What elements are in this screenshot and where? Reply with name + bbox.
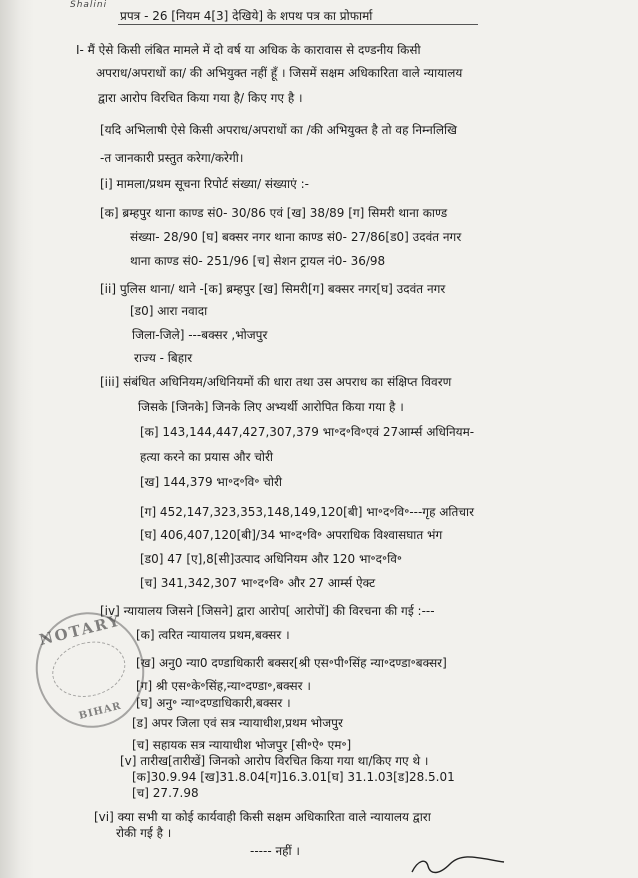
text-line: [ड0] 47 [ए],8[सी]उत्पाद अधिनियम और 120 भा॰द॰वि॰ (140, 552, 403, 566)
text-line: [ख] अनु0 न्या0 दण्डाधिकारी बक्सर[श्री एस॰पी॰सिंह न्या॰दण्डा॰बक्सर] (136, 656, 447, 670)
text-line: [च] 341,342,307 भा॰द॰वि॰ और 27 आर्म्स ऐक्ट (140, 576, 376, 590)
text-line: रोकी गई है । (116, 826, 172, 840)
header-underline (118, 24, 478, 25)
section-heading: [ii] पुलिस थाना/ थाने -[क] ब्रम्हपुर [ख] सिमरी[ग] बक्सर नगर[घ] उदवंत नगर (100, 282, 446, 296)
text-line: जिला-जिले] ---बक्सर ,भोजपुर (132, 328, 268, 342)
text-line: [च] सहायक सत्र न्यायाधीश भोजपुर [सी॰ऐ॰ एम॰] (132, 738, 352, 752)
text-line: [ख] 144,379 भा॰द॰वि॰ चोरी (140, 475, 283, 489)
text-line: [ड0] आरा नवादा (130, 304, 208, 318)
text-line: हत्या करने का प्रयास और चोरी (140, 450, 274, 464)
stamp-bottom-text: BIHAR (77, 700, 123, 722)
margin-note: Shalini (70, 0, 108, 10)
text-line: द्वारा आरोप विरचित किया गया है/ किए गए है । (98, 91, 303, 105)
text-line: [घ] अनु॰ न्या॰दण्डाधिकारी,बक्सर । (136, 696, 291, 710)
text-line: [क] 143,144,447,427,307,379 भा॰द॰वि॰एवं 27आर्म्स अधिनियम- (140, 425, 475, 439)
signature-mark (408, 852, 508, 878)
text-line: [घ] 406,407,120[बी]/34 भा॰द॰वि॰ अपराधिक विश्वासघात भंग (140, 528, 443, 542)
section-heading: [v] तारीख[तारीखें] जिनको आरोप विरचित किया गया था/किए गए थे । (120, 754, 429, 768)
text-line: थाना काण्ड सं0- 251/96 [च] सेशन ट्रायल नं0- 36/98 (130, 254, 386, 268)
text-line: [क]30.9.94 [ख]31.8.04[ग]16.3.01[घ] 31.1.03[ड]28.5.01 (132, 770, 455, 784)
text-line: [ग] श्री एस॰के॰सिंह,न्या॰दण्डा॰,बक्सर । (136, 679, 311, 693)
section-heading: [iv] न्यायालय जिसने [जिसने] द्वारा आरोप[ आरोपों] की विरचना की गई :--- (100, 604, 435, 618)
text-line: [क] त्वरित न्यायालय प्रथम,बक्सर । (136, 628, 290, 642)
answer-text: ----- नहीं । (250, 844, 300, 858)
text-line: [यदि अभिलाषी ऐसे किसी अपराध/अपराधों का /की अभियुक्त है तो वह निम्नलिखि (100, 123, 457, 137)
text-line: संख्या- 28/90 [घ] बक्सर नगर थाना काण्ड सं0- 27/86[ड0] उदवंत नगर (130, 230, 462, 244)
text-line: अपराध/अपराधों का/ की अभियुक्त नहीं हूँ । जिसमें सक्षम अधिकारिता वाले न्यायालय (96, 66, 463, 80)
section-heading: [iii] संबंधित अधिनियम/अधिनियमों की धारा तथा उस अपराध का संक्षिप्त विवरण (100, 375, 452, 389)
binding-edge (0, 0, 34, 878)
stamp-top-text: NOTARY (37, 611, 123, 650)
text-line: I- मैं ऐसे किसी लंबित मामले में दो वर्ष या अधिक के कारावास से दण्डनीय किसी (76, 43, 421, 57)
page-header: प्रपत्र - 26 [नियम 4[3] देखिये] के शपथ पत्र का प्रोफार्मा (120, 9, 373, 23)
text-line: राज्य - बिहार (134, 351, 193, 365)
text-line: [क] ब्रम्हपुर थाना काण्ड सं0- 30/86 एवं [ख] 38/89 [ग] सिमरी थाना काण्ड (100, 206, 448, 220)
text-line: जिसके [जिनके] जिनके लिए अभ्यर्थी आरोपित किया गया है । (138, 400, 404, 414)
text-line: [ड] अपर जिला एवं सत्र न्यायाधीश,प्रथम भोजपुर (132, 716, 343, 730)
text-line: [च] 27.7.98 (132, 786, 199, 800)
text-line: -त जानकारी प्रस्तुत करेगा/करेगी। (100, 151, 244, 165)
text-line: [ग] 452,147,323,353,148,149,120[बी] भा॰द॰वि॰---गृह अतिचार (140, 505, 475, 519)
section-heading: [vi] क्या सभी या कोई कार्यवाही किसी सक्षम अधिकारिता वाले न्यायालय द्वारा (94, 810, 431, 824)
section-heading: [i] मामला/प्रथम सूचना रिपोर्ट संख्या/ संख्याएं :- (100, 177, 309, 191)
